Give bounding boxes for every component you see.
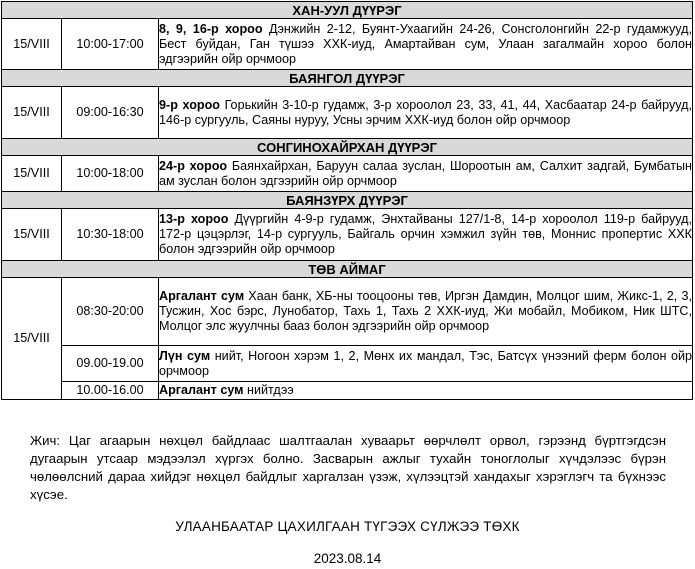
location-place: 24-р хороо bbox=[159, 158, 228, 173]
schedule-row bbox=[2, 156, 693, 192]
location-cell bbox=[159, 278, 693, 346]
time-cell: 08:30-20:00 bbox=[62, 278, 159, 346]
location-detail: Дэнжийн 2-12, Буянт-Ухаагийн 24-26, Сонсголонгийн 22-р гудамжууд, Бест буйдан, Ган түшээ ХХК-иуд, Амартайван сум, Улаан загалмайн хороо болон эдгээрийн ойр орчмоор bbox=[159, 21, 692, 66]
time-cell: 10:00-18:00 bbox=[62, 156, 159, 192]
date-cell: 15/VIII bbox=[2, 209, 62, 261]
location-cell bbox=[159, 156, 693, 192]
location-place: 9-р хороо bbox=[159, 97, 220, 112]
schedule-row bbox=[2, 87, 693, 139]
schedule-row bbox=[2, 19, 693, 70]
document-date: 2023.08.14 bbox=[313, 551, 382, 566]
location-detail: нийт, Ногоон хэрэм 1, 2, Мөнх их мандал, Тэс, Батсүх үнээний ферм болон ойр орчмоор bbox=[159, 348, 692, 378]
time-cell: 09:00-16:30 bbox=[62, 87, 159, 139]
location-detail: Дүүргийн 4-9-р гудамж, Энхтайваны 127/1-8, 14-р хороолол 119-р байрууд, 172-р цэцэрлэг, 14-р сургууль, Байгаль орчин хэмжил зүйн төв, Моннис пропертис ХХК болон эдгээрийн ойр орчмоор bbox=[159, 212, 692, 256]
location-detail: нийтдээ bbox=[243, 383, 294, 397]
district-name: ХАН-УУЛ ДҮҮРЭГ bbox=[2, 2, 693, 19]
date-cell: 15/VIII bbox=[2, 19, 62, 70]
location-detail: Хаан банк, ХБ-ны тооцооны төв, Иргэн Дамдин, Молцог шим, Жикс-1, 2, 3, Тусжин, Хос бэрс, Лунобатор, Тахь 1, Тахь 2 ХХК-иуд, Жи мобайл, Мобиком, Ник ШТС, Молцог элс жуулчны бааз болон эдгээрийн ойр орчмоор bbox=[159, 289, 692, 333]
schedule-row bbox=[2, 382, 693, 400]
date-cell: 15/VIII bbox=[2, 87, 62, 139]
location-cell bbox=[159, 19, 693, 70]
schedule-row bbox=[2, 278, 693, 346]
time-cell: 10.00-16.00 bbox=[62, 382, 159, 400]
date-cell: 15/VIII bbox=[2, 156, 62, 192]
outage-schedule-table bbox=[1, 1, 693, 400]
location-place: Лүн сум bbox=[159, 348, 211, 363]
location-cell bbox=[159, 87, 693, 139]
district-header-row bbox=[2, 2, 693, 19]
location-place: 8, 9, 16-р хороо bbox=[159, 21, 263, 36]
time-cell: 09.00-19.00 bbox=[62, 346, 159, 382]
time-cell: 10:30-18:00 bbox=[62, 209, 159, 261]
district-name: БАЯНГОЛ ДҮҮРЭГ bbox=[2, 70, 693, 87]
district-header-row bbox=[2, 192, 693, 209]
district-name: ТӨВ АЙМАГ bbox=[2, 261, 693, 278]
location-place: Аргалант сум bbox=[159, 289, 245, 303]
location-cell bbox=[159, 209, 693, 261]
organization-name: УЛААНБААТАР ЦАХИЛГААН ТҮГЭЭХ СҮЛЖЭЭ ТӨХК bbox=[175, 519, 520, 534]
location-cell bbox=[159, 346, 693, 382]
location-place: Аргалант сум bbox=[159, 383, 244, 397]
schedule-row bbox=[2, 346, 693, 382]
district-header-row bbox=[2, 139, 693, 156]
location-cell bbox=[159, 382, 693, 400]
district-header-row bbox=[2, 70, 693, 87]
district-header-row bbox=[2, 261, 693, 278]
note-paragraph: Жич: Цаг агаарын нөхцөл байдлаас шалтгаалан хуваарьт өөрчлөлт орвол, гэрээнд бүртгэгдсэн дугаарын утсаар мэдээлэл хүргэх болно. Засварын ажлыг тухайн тоноглолыг хүчдэлээс бүрэн чөлөөлсний дараа хийдэг нөхцөл байдлыг харгалзан үзэж, хүлээцтэй хандахыг хэрэглэгч та бүхнээс хүсэе. bbox=[30, 433, 666, 502]
date-cell: 15/VIII bbox=[2, 278, 62, 400]
schedule-row bbox=[2, 209, 693, 261]
location-detail: Горькийн 3-10-р гудамж, 3-р хороолол 23, 33, 41, 44, Хасбаатар 24-р байрууд, 146-р сургууль, Саяны нуруу, Усны эрчим ХХК-иуд болон ойр орчмоор bbox=[159, 97, 692, 127]
district-name: БАЯНЗҮРХ ДҮҮРЭГ bbox=[2, 192, 693, 209]
district-name: СОНГИНОХАЙРХАН ДҮҮРЭГ bbox=[2, 139, 693, 156]
location-place: 13-р хороо bbox=[159, 212, 229, 226]
time-cell: 10:00-17:00 bbox=[62, 19, 159, 70]
location-detail: Баянхайрхан, Баруун салаа зуслан, Шороотын ам, Салхит задгай, Бумбатын ам зуслан болон эдгээрийн ойр орчмоор bbox=[159, 158, 693, 188]
